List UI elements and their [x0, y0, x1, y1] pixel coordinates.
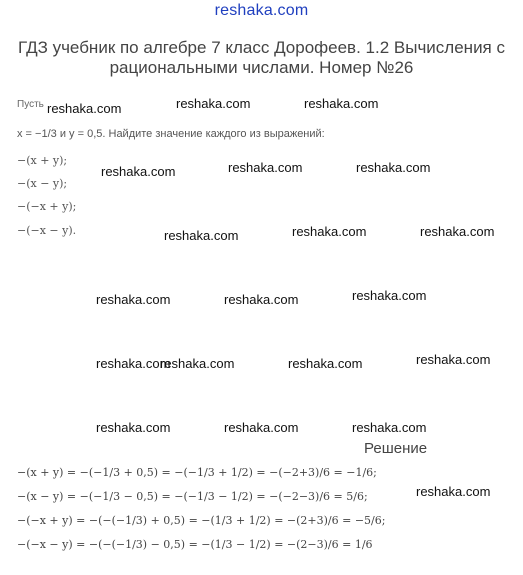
watermark: reshaka.com — [164, 228, 239, 243]
watermark: reshaka.com — [176, 96, 251, 111]
solution-heading: Решение — [364, 440, 428, 457]
expression-4: −(−x − y). — [17, 224, 77, 237]
watermark: reshaka.com — [356, 160, 431, 175]
solution-line-3: −(−x + y) = −(−(−1/3) + 0,5) = −(1/3 + 1/2) = −(2+3)/6 = −5/6; — [17, 514, 386, 527]
watermark: reshaka.com — [96, 356, 171, 371]
watermark: reshaka.com — [228, 160, 303, 175]
watermark: reshaka.com — [160, 356, 235, 371]
site-logo[interactable]: reshaka.com — [214, 2, 309, 19]
watermark: reshaka.com — [101, 164, 176, 179]
solution-line-1: −(x + y) = −(−1/3 + 0,5) = −(−1/3 + 1/2) = −(−2+3)/6 = −1/6; — [17, 466, 377, 479]
watermark: reshaka.com — [304, 96, 379, 111]
expression-3: −(−x + y); — [17, 200, 77, 213]
watermark: reshaka.com — [352, 420, 427, 435]
watermark: reshaka.com — [224, 420, 299, 435]
x-value: x = −1/3 — [17, 128, 57, 140]
watermark: reshaka.com — [416, 352, 491, 367]
expression-2: −(x − y); — [17, 177, 68, 190]
watermark: reshaka.com — [352, 288, 427, 303]
watermark: reshaka.com — [224, 292, 299, 307]
condition-text: Найдите значение каждого из выражений: — [108, 128, 325, 140]
task-condition: x = −1/3 и y = 0,5. Найдите значение каждого из выражений: — [17, 128, 325, 140]
watermark: reshaka.com — [96, 420, 171, 435]
watermark: reshaka.com — [47, 101, 122, 116]
solution-line-2: −(x − y) = −(−1/3 − 0,5) = −(−1/3 − 1/2) = −(−2−3)/6 = 5/6; — [17, 490, 368, 503]
solution-line-4: −(−x − y) = −(−(−1/3) − 0,5) = −(1/3 − 1/2) = −(2−3)/6 = 1/6 — [17, 538, 373, 551]
watermark: reshaka.com — [420, 224, 495, 239]
y-value: y = 0,5 — [69, 128, 103, 140]
page-title: ГДЗ учебник по алгебре 7 класс Дорофеев. 1.2 Вычисления с рациональными числами. Номер №26 — [18, 38, 505, 77]
conjunction: и — [59, 128, 66, 140]
watermark: reshaka.com — [416, 484, 491, 499]
task-intro: Пусть — [17, 99, 44, 110]
watermark: reshaka.com — [292, 224, 367, 239]
expression-1: −(x + y); — [17, 154, 68, 167]
watermark: reshaka.com — [288, 356, 363, 371]
watermark: reshaka.com — [96, 292, 171, 307]
